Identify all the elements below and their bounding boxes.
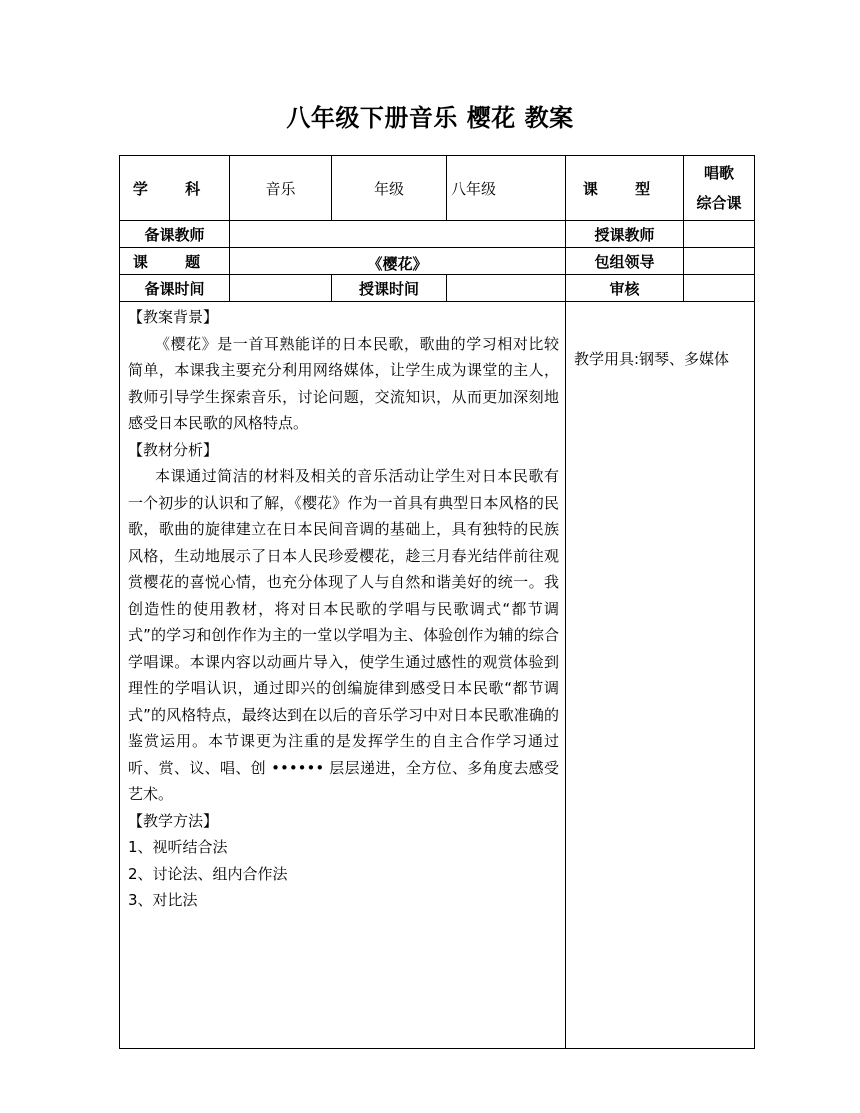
teaching-teacher-label: 授课教师: [566, 221, 684, 248]
prep-time-label: 备课时间: [120, 275, 230, 302]
leader-label: 包组领导: [566, 248, 684, 275]
analysis-text: 本课通过简洁的材料及相关的音乐活动让学生对日本民歌有一个初步的认识和了解，《樱花》作为一首具有典型日本风格的民歌，歌曲的旋律建立在日本民间音调的基础上，具有独特的民族风格，生动地展示了日本人民珍爱樱花，趁三月春光结伴前往观赏樱花的喜悦心情，也充分体现了人与自然和谐美好的统一。我创造性的使用教材，将对日本民歌的学唱与民歌调式“都节调式”的学习和创作作为主的一堂以学唱为主、体验创作为辅的综合学唱课。本课内容以动画片导入，使学生通过感性的观赏体验到理性的学唱认识，通过即兴的创编旋律到感受日本民歌“都节调式”的风格特点，最终达到在以后的音乐学习中对日本民歌准确的鉴赏运用。本节课更为注重的是发挥学生的自主合作学习通过听、赏、议、唱、创 •••••• 层层递进，全方位、多角度去感受艺术。: [128, 467, 559, 803]
method-item: 3、对比法: [128, 891, 198, 909]
topic-label: 课 题: [120, 248, 230, 275]
background-heading: 【教案背景】: [128, 308, 219, 326]
topic-row: [120, 248, 755, 275]
type-value-line1: 唱歌: [703, 164, 734, 182]
page-title: 八年级下册音乐 樱花 教案: [286, 104, 574, 132]
grade-label: 年级: [332, 156, 447, 221]
subject-label: 学 科: [120, 156, 230, 221]
method-item: 2、讨论法、组内合作法: [128, 864, 288, 883]
header-row: [120, 156, 755, 221]
prep-teacher-value: [230, 221, 566, 248]
type-value: [684, 156, 755, 221]
teachers-row: [120, 221, 755, 248]
time-row: [120, 275, 755, 302]
review-label: 审核: [566, 275, 684, 302]
lesson-plan-table: [119, 155, 755, 1049]
method-item: 1、视听结合法: [128, 838, 228, 856]
type-value-line2: 综合课: [696, 194, 742, 212]
main-content: [120, 302, 566, 1049]
background-text: 《樱花》是一首耳熟能详的日本民歌，歌曲的学习相对比较简单，本课我主要充分利用网络媒体，让学生成为课堂的主人，教师引导学生探索音乐，讨论问题，交流知识，从而更加深刻地感受日本民歌的风格特点。: [128, 334, 559, 432]
topic-value: 《樱花》: [230, 248, 566, 275]
subject-value: 音乐: [230, 156, 332, 221]
teach-time-value: [447, 275, 566, 302]
content-row: [120, 302, 755, 1049]
prep-time-value: [230, 275, 332, 302]
teaching-tools: 教学用具:钢琴、多媒体: [574, 350, 730, 368]
leader-value: [684, 248, 755, 275]
teaching-teacher-value: [684, 221, 755, 248]
methods-heading: 【教学方法】: [128, 811, 219, 830]
type-label: 课 型: [566, 156, 684, 221]
teach-time-label: 授课时间: [332, 275, 447, 302]
prep-teacher-label: 备课教师: [120, 221, 230, 248]
side-content: [566, 302, 755, 1049]
grade-value: 八年级: [447, 156, 566, 221]
review-value: [684, 275, 755, 302]
analysis-heading: 【教材分析】: [128, 440, 219, 459]
